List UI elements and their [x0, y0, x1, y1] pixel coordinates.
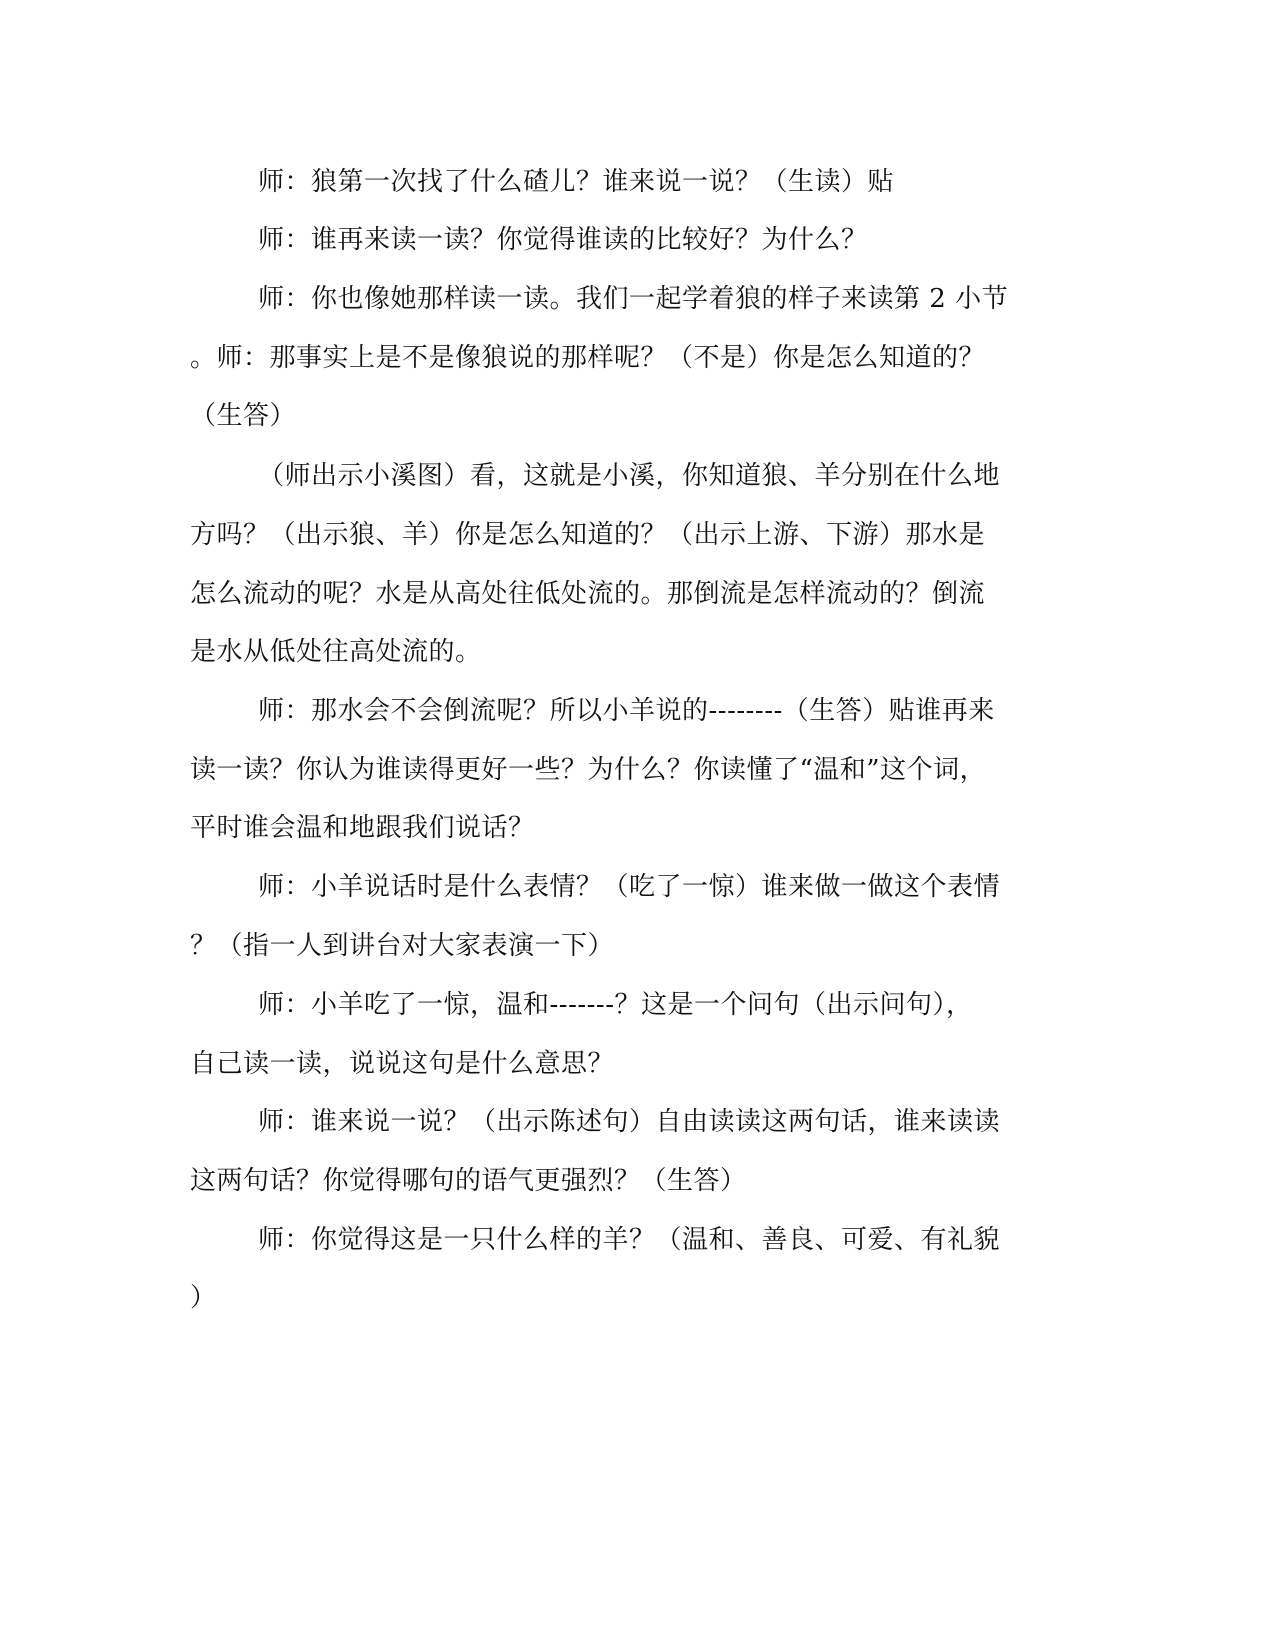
text-line: 师：小羊吃了一惊，温和-------？这是一个问句（出示问句），	[258, 990, 973, 1020]
text-line: （师出示小溪图）看，这就是小溪，你知道狼、羊分别在什么地	[258, 461, 1001, 491]
text-line: 师：你觉得这是一只什么样的羊？（温和、善良、可爱、有礼貌	[258, 1225, 1001, 1255]
text-line: 怎么流动的呢？水是从高处往低处流的。那倒流是怎样流动的？倒流	[190, 579, 986, 609]
text-line: 这两句话？你觉得哪句的语气更强烈？（生答）	[190, 1166, 747, 1196]
text-line: 读一读？你认为谁读得更好一些？为什么？你读懂了“温和”这个词，	[190, 755, 987, 785]
text-line: 方吗？（出示狼、羊）你是怎么知道的？（出示上游、下游）那水是	[190, 520, 986, 550]
text-line: 。师：那事实上是不是像狼说的那样呢？（不是）你是怎么知道的？	[190, 343, 986, 373]
text-line: 师：谁再来读一读？你觉得谁读的比较好？为什么？	[258, 225, 868, 255]
text-line: ）	[190, 1283, 217, 1313]
text-line: 自己读一读，说说这句是什么意思？	[190, 1049, 615, 1079]
text-line: 平时谁会温和地跟我们说话？	[190, 813, 535, 843]
text-line: 师：小羊说话时是什么表情？（吃了一惊）谁来做一做这个表情	[258, 872, 1001, 902]
text-line: ？（指一人到讲台对大家表演一下）	[190, 931, 615, 961]
text-line: （生答）	[190, 401, 297, 431]
text-line: 师：那水会不会倒流呢？所以小羊说的--------（生答）贴谁再来	[258, 696, 995, 726]
text-line: 师：谁来说一说？（出示陈述句）自由读读这两句话，谁来读读	[258, 1107, 1001, 1137]
text-line: 师：你也像她那样读一读。我们一起学着狼的样子来读第 2 小节	[258, 284, 1009, 314]
text-line: 师：狼第一次找了什么碴儿？谁来说一说？（生读）贴	[258, 167, 895, 197]
text-line: 是水从低处往高处流的。	[190, 637, 482, 667]
